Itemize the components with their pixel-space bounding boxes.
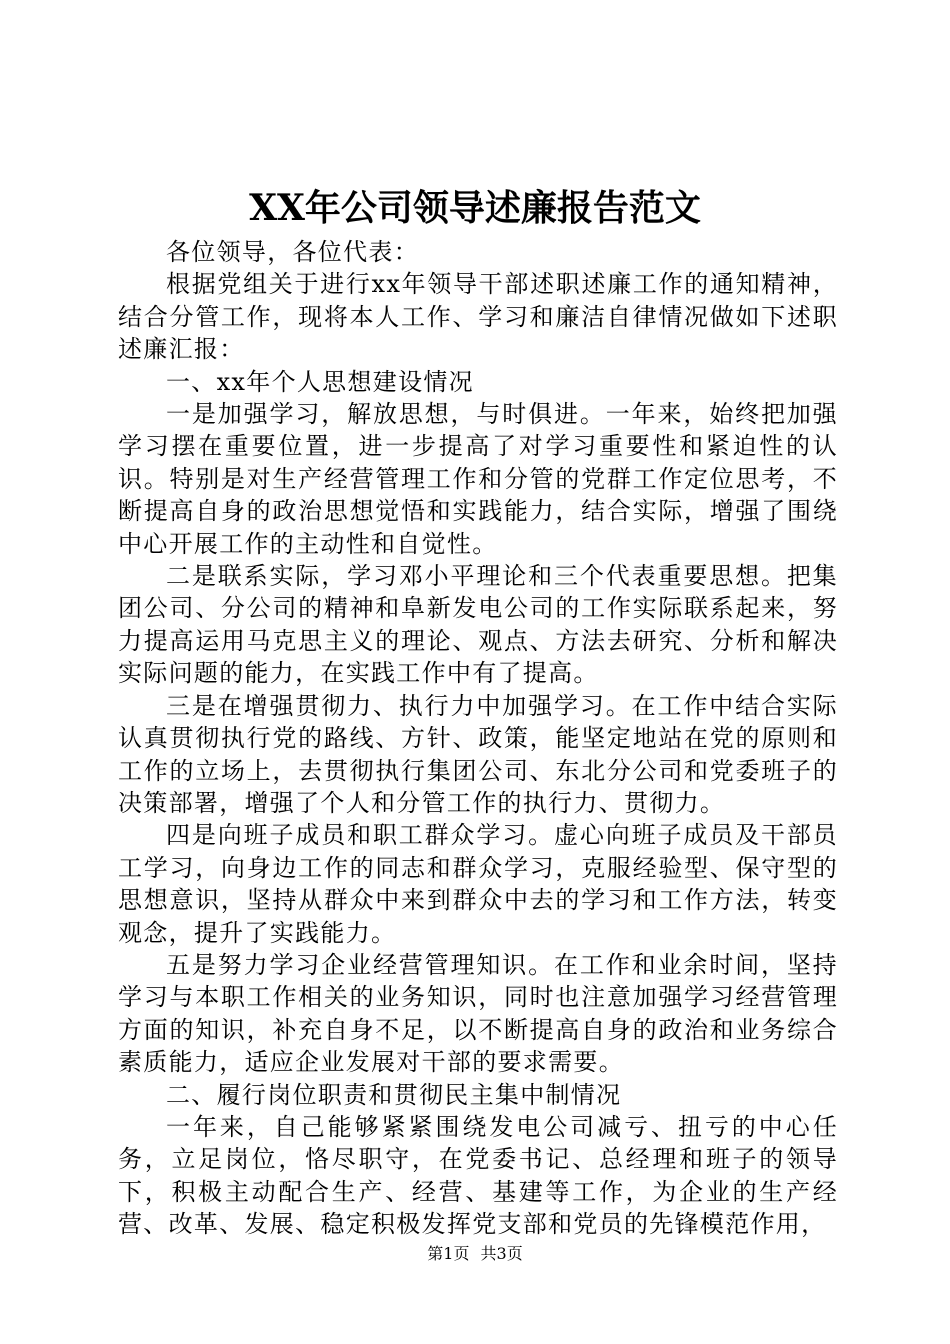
body-paragraph: 四是向班子成员和职工群众学习。虚心向班子成员及干部员工学习，向身边工作的同志和群众学习，克服经验型、保守型的思想意识，坚持从群众中来到群众中去的学习和工作方法，转变观念，提升了实践能力。 bbox=[118, 821, 838, 947]
page-number: 第1页 bbox=[427, 1244, 470, 1263]
document-title: XX年公司领导述廉报告范文 bbox=[249, 187, 701, 229]
body-paragraph: 一年来，自己能够紧紧围绕发电公司减亏、扭亏的中心任务，立足岗位，恪尽职守，在党委书记、总经理和班子的领导下，积极主动配合生产、经营、基建等工作，为企业的生产经营、改革、发展、稳定积极发挥党支部和党员的先锋模范作用， bbox=[118, 1112, 838, 1239]
section-heading-1: 一、xx年个人思想建设情况 bbox=[166, 367, 474, 396]
body-paragraph: 五是努力学习企业经营管理知识。在工作和业余时间，坚持学习与本职工作相关的业务知识，同时也注意加强学习经营管理方面的知识，补充自身不足，以不断提高自身的政治和业务综合素质能力，适应企业发展对干部的要求需要。 bbox=[118, 950, 838, 1077]
salutation-paragraph: 各位领导，各位代表： bbox=[166, 238, 419, 266]
body-paragraph: 一是加强学习，解放思想，与时俱进。一年来，始终把加强学习摆在重要位置，进一步提高了对学习重要性和紧迫性的认识。特别是对生产经营管理工作和分管的党群工作定位思考，不断提高自身的政治思想觉悟和实践能力，结合实际，增强了围绕中心开展工作的主动性和自觉性。 bbox=[118, 400, 838, 558]
section-heading-2: 二、履行岗位职责和贯彻民主集中制情况 bbox=[166, 1080, 622, 1109]
body-paragraph: 二是联系实际，学习邓小平理论和三个代表重要思想。把集团公司、分公司的精神和阜新发电公司的工作实际联系起来，努力提高运用马克思主义的理论、观点、方法去研究、分析和解决实际问题的能力，在实践工作中有了提高。 bbox=[118, 562, 838, 688]
body-paragraph: 三是在增强贯彻力、执行力中加强学习。在工作中结合实际认真贯彻执行党的路线、方针、政策，能坚定地站在党的原则和工作的立场上，去贯彻执行集团公司、东北分公司和党委班子的决策部署，增强了个人和分管工作的执行力、贯彻力。 bbox=[118, 691, 838, 817]
page-total: 共3页 bbox=[480, 1244, 523, 1263]
document-body bbox=[118, 236, 838, 1241]
page-footer bbox=[0, 1242, 950, 1266]
intro-paragraph: 根据党组关于进行xx年领导干部述职述廉工作的通知精神，结合分管工作，现将本人工作、学习和廉洁自律情况做如下述职述廉汇报： bbox=[118, 270, 838, 364]
